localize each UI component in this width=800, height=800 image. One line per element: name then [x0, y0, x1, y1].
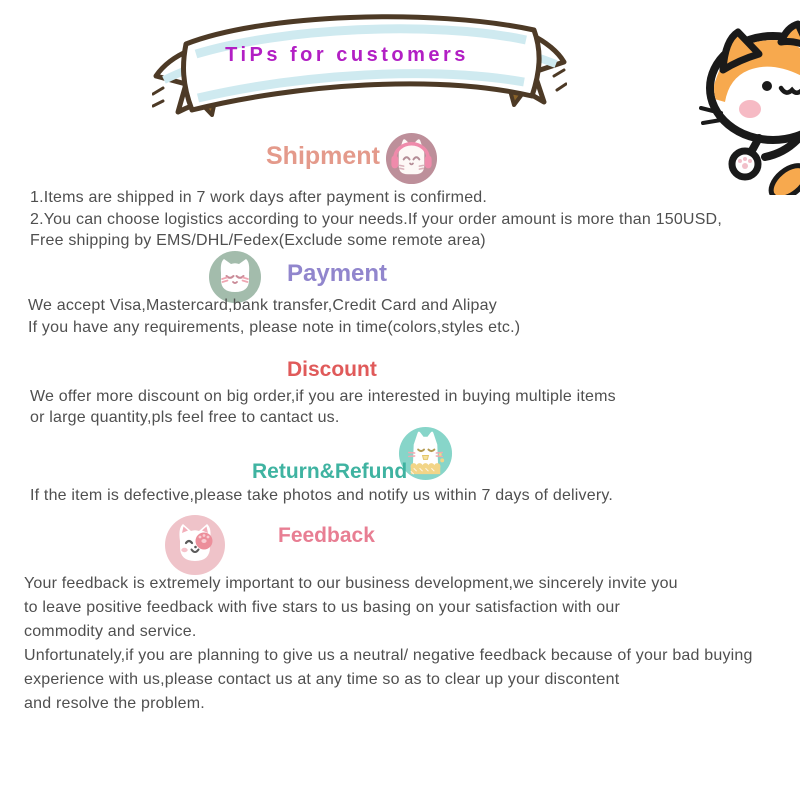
payment-line-2: If you have any requirements, please note in time(colors,styles etc.) [28, 318, 521, 336]
payment-heading: Payment [287, 260, 388, 287]
mascot-cat-illustration [693, 20, 800, 195]
banner-title: TiPs for customers [225, 44, 469, 66]
feedback-text [24, 572, 753, 716]
winking-cat-paw-icon [163, 513, 227, 577]
discount-line-1: We offer more discount on big order,if you are interested in buying multiple items [30, 388, 616, 405]
feedback-line-4: Unfortunately,if you are planning to give us a neutral/ negative feedback because of your bad buying [24, 647, 753, 664]
return-refund-text [30, 485, 613, 506]
headphone-cat-icon [384, 131, 439, 186]
return-refund-heading: Return&Refund [252, 460, 408, 483]
discount-text [30, 386, 616, 428]
payment-text [28, 295, 520, 338]
ribbon-banner-graphic [152, 2, 567, 135]
shipment-heading: Shipment [266, 142, 380, 170]
shipment-line-3: Free shipping by EMS/DHL/Fedex(Exclude some remote area) [30, 232, 486, 249]
return-line-1: If the item is defective,please take photos and notify us within 7 days of delivery. [30, 487, 614, 504]
discount-line-2: or large quantity,pls feel free to cantact us. [30, 409, 340, 426]
feedback-line-6: and resolve the problem. [24, 695, 205, 712]
feedback-heading: Feedback [278, 524, 375, 547]
feedback-line-2: to leave positive feedback with five stars to us basing on your satisfaction with our [24, 599, 620, 616]
feedback-line-5: experience with us,please contact us at any time so as to clear up your discontent [24, 671, 620, 688]
orange-white-cat-icon [693, 20, 800, 195]
shipment-line-2: 2.You can choose logistics according to your needs.If your order amount is more than 150USD, [30, 210, 722, 228]
shipment-text [30, 187, 722, 252]
feedback-line-1: Your feedback is extremely important to our business development,we sincerely invite you [24, 575, 678, 592]
payment-line-1: We accept Visa,Mastercard,bank transfer,Credit Card and Alipay [28, 297, 497, 314]
discount-heading: Discount [287, 358, 377, 381]
shipment-line-1: 1.Items are shipped in 7 work days after payment is confirmed. [30, 189, 488, 206]
tips-banner [152, 2, 567, 135]
feedback-line-3: commodity and service. [24, 623, 197, 640]
